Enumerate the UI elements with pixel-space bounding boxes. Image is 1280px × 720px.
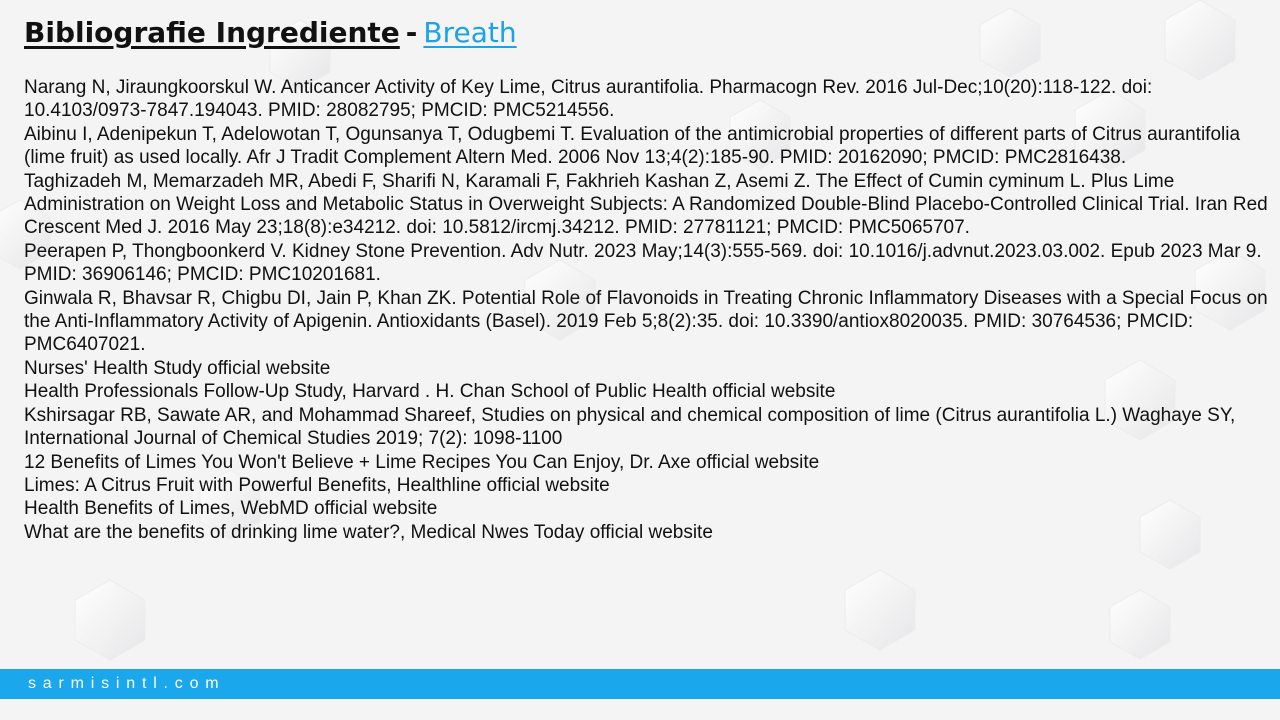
reference-item: Health Professionals Follow-Up Study, Harvard . H. Chan School of Public Health official website: [24, 381, 836, 403]
reference-item: Health Benefits of Limes, WebMD official website: [24, 498, 438, 520]
reference-item: Nurses' Health Study official website: [24, 357, 331, 379]
reference-item: Narang N, Jiraungkoorskul W. Anticancer Activity of Key Lime, Citrus aurantifolia. Pharmacogn Rev. 2016 Jul-Dec;10(20):118-122. doi: 10.4103/0973-7847.194043. PMID: 28082795; PMCID: PMC5214556.: [24, 77, 1153, 122]
title-text: Bibliografie Ingrediente: [24, 16, 400, 49]
reference-item: What are the benefits of drinking lime water?, Medical Nwes Today official website: [24, 521, 713, 543]
reference-item: Taghizadeh M, Memarzadeh MR, Abedi F, Sharifi N, Karamali F, Fakhrieh Kashan Z, Asemi Z. The Effect of Cumin cyminum L. Plus Lime Administration on Weight Loss and Metabolic Status in Overweight Subjects: A Randomized Double-Blind Placebo-Controlled Clinical Trial. Iran Red Crescent Med J. 2016 May 23;18(8):e34212. doi: 10.5812/ircmj.34212. PMID: 27781121; PMCID: PMC5065707.: [24, 170, 1268, 239]
reference-item: Ginwala R, Bhavsar R, Chigbu DI, Jain P, Khan ZK. Potential Role of Flavonoids in Treating Chronic Inflammatory Diseases with a Special Focus on the Anti-Inflammatory Activity of Apigenin. Antioxidants (Basel). 2019 Feb 5;8(2):35. doi: 10.3390/antiox8020035. PMID: 30764536; PMCID: PMC6407021.: [24, 287, 1268, 356]
slide-title: [24, 14, 517, 52]
title-separator: -: [405, 16, 418, 49]
title-link-breath[interactable]: Breath: [423, 16, 517, 49]
footer-bar: [0, 669, 1280, 699]
reference-list: [24, 76, 1272, 544]
reference-item: Limes: A Citrus Fruit with Powerful Benefits, Healthline official website: [24, 474, 610, 496]
reference-item: Aibinu I, Adenipekun T, Adelowotan T, Ogunsanya T, Odugbemi T. Evaluation of the antimicrobial properties of different parts of Citrus aurantifolia (lime fruit) as used locally. Afr J Tradit Complement Altern Med. 2006 Nov 13;4(2):185-90. PMID: 20162090; PMCID: PMC2816438.: [24, 123, 1241, 169]
footer-website: sarmisintl.com: [28, 675, 226, 692]
reference-item: Peerapen P, Thongboonkerd V. Kidney Stone Prevention. Adv Nutr. 2023 May;14(3):555-569. doi: 10.1016/j.advnut.2023.03.002. Epub 2023 Mar 9. PMID: 36906146; PMCID: PMC10201681.: [24, 240, 1262, 286]
reference-item: 12 Benefits of Limes You Won't Believe + Lime Recipes You Can Enjoy, Dr. Axe official website: [24, 451, 820, 473]
reference-item: Kshirsagar RB, Sawate AR, and Mohammad Shareef, Studies on physical and chemical composition of lime (Citrus aurantifolia L.) Waghaye SY, International Journal of Chemical Studies 2019; 7(2): 1098-1100: [24, 404, 1236, 450]
